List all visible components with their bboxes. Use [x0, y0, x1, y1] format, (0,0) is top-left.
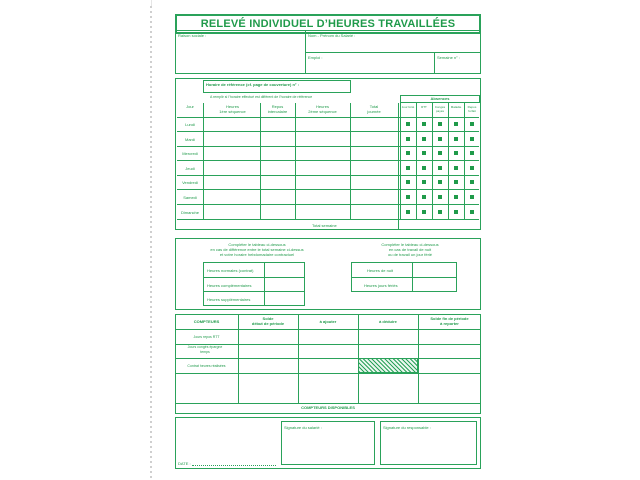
left-note-3: et votre horaire hebdomadaire contractuel: [219, 252, 295, 257]
col-deduire: à déduire: [379, 319, 397, 324]
day-label: Lundi: [185, 122, 195, 127]
col-solde-fin-b: à reporter: [440, 321, 459, 326]
col-total-b: journée: [367, 109, 381, 114]
absence-checkbox[interactable]: [470, 166, 474, 170]
day-label: Jeudi: [185, 166, 195, 171]
horaire-reference-label[interactable]: Horaire de référence (cf. page de couverture) n° :: [206, 82, 299, 87]
absence-checkbox[interactable]: [406, 195, 410, 199]
absence-checkbox[interactable]: [422, 195, 426, 199]
left-note-2: en cas de différence entre le total semaine ci-dessus: [210, 247, 304, 252]
absence-checkbox[interactable]: [422, 180, 426, 184]
compteurs-disponibles: COMPTEURS DISPONIBLES: [301, 405, 355, 410]
absence-checkbox[interactable]: [438, 195, 442, 199]
col-total: Total: [369, 104, 379, 109]
col-solde-debut-b: début de période: [251, 321, 285, 326]
col-solde-debut: Solde: [262, 316, 274, 321]
absence-checkbox[interactable]: [406, 137, 410, 141]
absence-checkbox[interactable]: [406, 180, 410, 184]
semaine-field[interactable]: Semaine n° :: [437, 55, 460, 60]
compteur-row-label: Jours congés épargne temps: [187, 345, 223, 354]
absence-checkbox[interactable]: [438, 137, 442, 141]
absence-checkbox[interactable]: [438, 151, 442, 155]
absence-checkbox[interactable]: [422, 166, 426, 170]
emploi-field[interactable]: Emploi :: [308, 55, 323, 60]
right-note-2: en cas de travail de nuit: [388, 247, 432, 252]
absence-checkbox[interactable]: [438, 180, 442, 184]
heures-normales-row[interactable]: Heures normales (contrat): [207, 268, 254, 273]
absence-checkbox[interactable]: [454, 151, 458, 155]
absence-checkbox[interactable]: [454, 180, 458, 184]
absence-checkbox[interactable]: [422, 210, 426, 214]
col-heures2: Heures: [316, 104, 329, 109]
absences-label: Absences: [430, 96, 450, 101]
absence-checkbox[interactable]: [470, 210, 474, 214]
absence-checkbox[interactable]: [454, 210, 458, 214]
absence-checkbox[interactable]: [406, 151, 410, 155]
raison-sociale-field[interactable]: Raison sociale :: [178, 33, 207, 38]
absence-checkbox[interactable]: [438, 122, 442, 126]
right-note-3: ou de travail un jour férié: [387, 252, 433, 257]
left-note-1: Compléter le tableau ci-dessous: [228, 242, 286, 247]
absence-checkbox[interactable]: [422, 151, 426, 155]
col-solde-fin: Solde fin de période: [430, 316, 469, 321]
compteur-row-label: Jours repos RTT: [193, 335, 220, 339]
absence-checkbox[interactable]: [438, 166, 442, 170]
col-ajouter: à ajouter: [319, 319, 337, 324]
col-heures2-b: 2ème séquence: [308, 109, 337, 114]
absence-checkbox[interactable]: [422, 122, 426, 126]
day-label: Mercredi: [182, 151, 198, 156]
heures-complementaires-row[interactable]: Heures complémentaires: [207, 283, 252, 288]
col-compteurs: COMPTEURS: [193, 319, 220, 324]
page-title: RELEVÉ INDIVIDUEL D’HEURES TRAVAILLÉES: [200, 18, 456, 30]
absence-checkbox[interactable]: [406, 166, 410, 170]
signature-responsable-label: Signature du responsable :: [383, 425, 431, 430]
absence-checkbox[interactable]: [406, 122, 410, 126]
abs-col-cp: Congés payés: [434, 105, 446, 113]
total-semaine-label: Total semaine: [312, 223, 337, 228]
col-jour: Jour: [186, 104, 194, 109]
heures-nuit-row[interactable]: Heures de nuit: [367, 268, 394, 273]
absence-checkbox[interactable]: [454, 195, 458, 199]
col-heures1: Heures: [226, 104, 239, 109]
heures-feries-row[interactable]: Heures jours fériés: [364, 283, 398, 288]
absence-checkbox[interactable]: [454, 122, 458, 126]
day-label: Vendredi: [182, 180, 198, 185]
col-heures1-b: 1ère séquence: [219, 109, 246, 114]
heures-supplementaires-row[interactable]: Heures supplémentaires: [207, 297, 251, 302]
col-repos: Repos: [271, 104, 284, 109]
absence-checkbox[interactable]: [470, 195, 474, 199]
absence-checkbox[interactable]: [454, 137, 458, 141]
day-label: Dimanche: [180, 210, 199, 215]
date-field[interactable]: DATE :: [178, 461, 191, 466]
perforation-line: [150, 6, 152, 480]
col-repos-b: intercalaire: [267, 109, 288, 114]
abs-col-ferie: Jour férié: [401, 105, 415, 109]
horaire-note: A remplir si l’horaire effectué est différent de l’horaire de référence: [210, 95, 313, 99]
hatched-cell: [358, 358, 418, 373]
abs-col-repos: Repos forfait: [467, 105, 477, 113]
abs-col-rtt: RTT: [421, 105, 427, 109]
compteur-row-label: Contrat heures réalisées: [187, 364, 226, 368]
abs-col-maladie: Maladie: [450, 105, 462, 109]
absence-checkbox[interactable]: [438, 210, 442, 214]
signature-salarie-label: Signature du salarié :: [284, 425, 322, 430]
nom-prenom-field[interactable]: Nom - Prénom du Salarié :: [308, 33, 356, 38]
absence-checkbox[interactable]: [470, 137, 474, 141]
absence-checkbox[interactable]: [470, 151, 474, 155]
day-label: Samedi: [183, 195, 197, 200]
absence-checkbox[interactable]: [470, 180, 474, 184]
right-note-1: Compléter le tableau ci-dessous: [381, 242, 439, 247]
absence-checkbox[interactable]: [470, 122, 474, 126]
absence-checkbox[interactable]: [422, 137, 426, 141]
absence-checkbox[interactable]: [454, 166, 458, 170]
absence-checkbox[interactable]: [406, 210, 410, 214]
day-label: Mardi: [184, 137, 195, 142]
